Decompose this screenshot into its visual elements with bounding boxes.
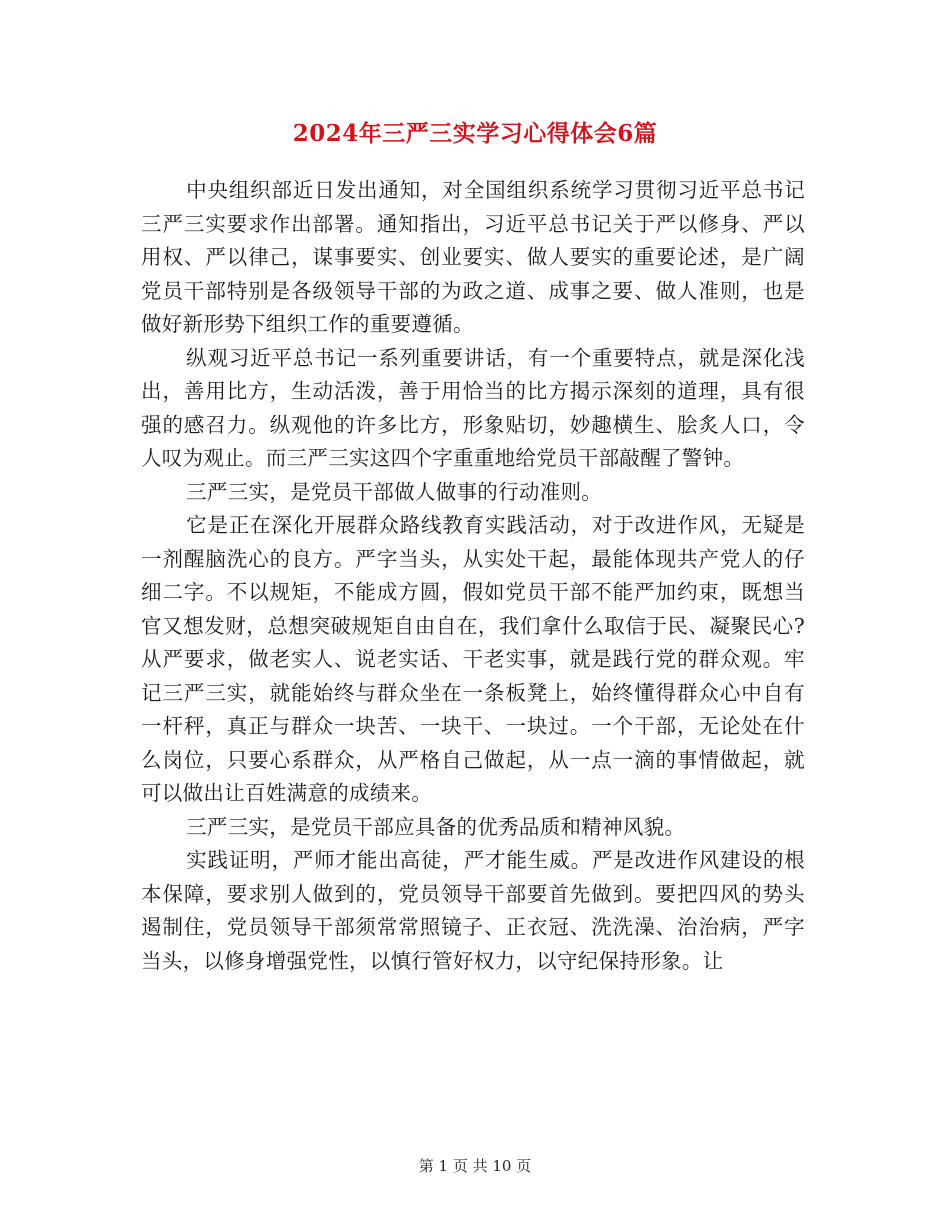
paragraph: 中央组织部近日发出通知，对全国组织系统学习贯彻习近平总书记三严三实要求作出部署。通知指出，习近平总书记关于严以修身、严以用权、严以律己，谋事要实、创业要实、做人要实的重要论述，是广阔党员干部特别是各级领导干部的为政之道、成事之要、做人准则，也是做好新形势下组织工作的重要遵循。	[141, 178, 805, 336]
paragraph: 纵观习近平总书记一系列重要讲话，有一个重要特点，就是深化浅出，善用比方，生动活泼，善于用恰当的比方揭示深刻的道理，具有很强的感召力。纵观他的许多比方，形象贴切，妙趣横生、脍炙人口，令人叹为观止。而三严三实这四个字重重地给党员干部敲醒了警钟。	[141, 345, 805, 470]
document-body	[141, 174, 805, 978]
paragraph: 三严三实，是党员干部应具备的优秀品质和精神风貌。	[186, 814, 686, 839]
paragraph: 它是正在深化开展群众路线教育实践活动，对于改进作风，无疑是一剂醒脑洗心的良方。严字当头，从实处干起，最能体现共产党人的仔细二字。不以规矩，不能成方圆，假如党员干部不能严加约束，既想当官又想发财，总想突破规矩自由自在，我们拿什么取信于民、凝聚民心?从严要求，做老实人、说老实话、干老实事，就是践行党的群众观。牢记三严三实，就能始终与群众坐在一条板凳上，始终懂得群众心中自有一杆秤，真正与群众一块苦、一块干、一块过。一个干部，无论处在什么岗位，只要心系群众，从严格自己做起，从一点一滴的事情做起，就可以做出让百姓满意的成绩来。	[141, 513, 805, 805]
page-number-footer: 第 1 页 共 10 页	[418, 1157, 532, 1175]
paragraph: 实践证明，严师才能出高徒，严才能生威。严是改进作风建设的根本保障，要求别人做到的，党员领导干部要首先做到。要把四风的势头遏制住，党员领导干部须常常照镜子、正衣冠、洗洗澡、治治病，严字当头，以修身增强党性，以慎行管好权力，以守纪保持形象。让	[141, 848, 805, 973]
paragraph: 三严三实，是党员干部做人做事的行动准则。	[186, 479, 603, 504]
document-title: 2024年三严三实学习心得体会6篇	[292, 120, 658, 147]
